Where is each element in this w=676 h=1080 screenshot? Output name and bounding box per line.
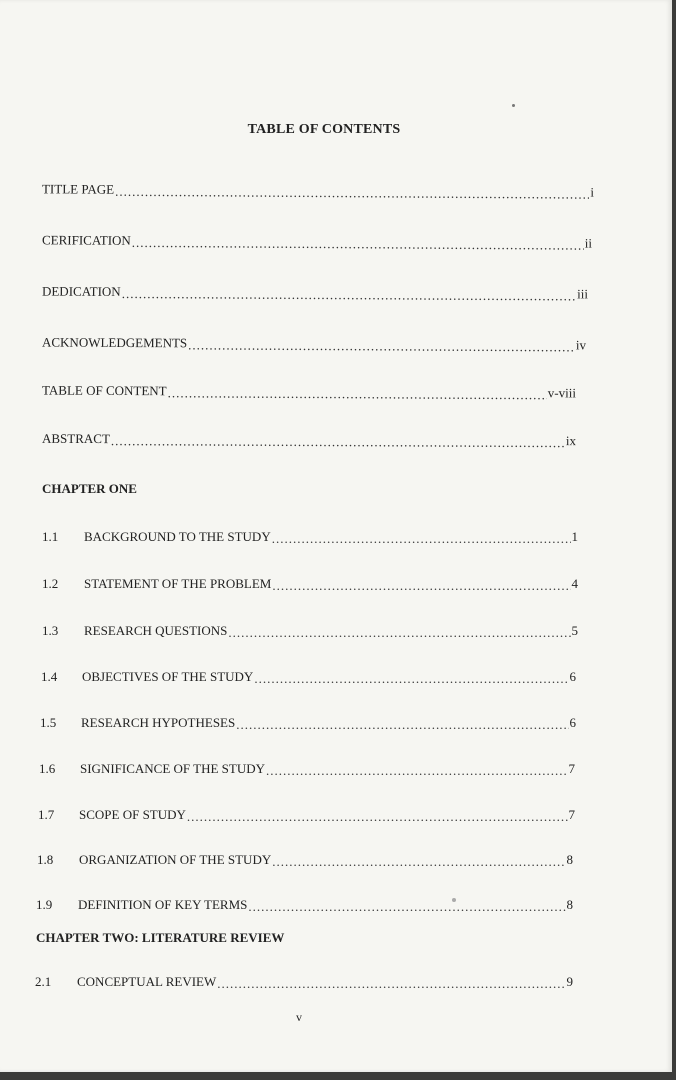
dot-leader [254, 672, 568, 685]
dot-leader [228, 626, 570, 639]
section-number: 1.3 [42, 623, 59, 638]
chapter-two-heading: CHAPTER TWO: LITERATURE REVIEW [36, 930, 285, 945]
toc-entry-page: 6 [569, 669, 576, 684]
toc-entry-dedication [42, 284, 588, 303]
toc-entry-page: iii [577, 286, 589, 302]
dot-leader [236, 718, 568, 731]
toc-entry-page: 8 [566, 852, 573, 867]
toc-entry-page: 8 [566, 897, 573, 912]
toc-entry-acknowledgements [42, 335, 586, 354]
scan-speck [452, 898, 456, 902]
section-number: 1.6 [39, 761, 56, 776]
chapter-one-heading: CHAPTER ONE [42, 481, 137, 496]
toc-entry-title-page [42, 181, 594, 200]
toc-entry-1-3 [42, 623, 578, 639]
dot-leader [272, 532, 571, 545]
toc-entry-2-1 [35, 974, 573, 990]
toc-entry-label: TABLE OF CONTENT [41, 382, 167, 399]
toc-entry-label: CERIFICATION [41, 232, 131, 248]
dot-leader [168, 386, 547, 401]
toc-entry-1-5 [40, 715, 576, 731]
dot-leader [115, 185, 589, 201]
dot-leader [266, 764, 567, 777]
toc-entry-page: 6 [569, 715, 576, 730]
page-number: v [296, 1010, 302, 1024]
scan-speck [512, 104, 515, 107]
toc-entry-label: ORGANIZATION OF THE STUDY [79, 852, 272, 867]
toc-entry-1-6 [39, 761, 575, 777]
toc-entry-label: OBJECTIVES OF THE STUDY [82, 669, 254, 684]
toc-entry-table-of-content [42, 383, 576, 402]
toc-entry-page: 7 [568, 761, 575, 776]
toc-entry-label: RESEARCH QUESTIONS [84, 623, 228, 638]
toc-entry-page: iv [575, 337, 587, 353]
toc-entry-label: ABSTRACT [41, 430, 110, 447]
toc-entry-page: ix [565, 433, 577, 449]
toc-entry-label: SIGNIFICANCE OF THE STUDY [80, 761, 266, 776]
dot-leader [132, 236, 584, 252]
toc-entry-page: 7 [568, 807, 575, 822]
toc-entry-1-7 [38, 807, 575, 823]
toc-entry-1-1 [42, 529, 578, 545]
toc-entry-abstract [42, 431, 576, 449]
toc-entry-label: DEDICATION [41, 283, 121, 299]
toc-entry-label: STATEMENT OF THE PROBLEM [84, 576, 272, 591]
dot-leader [122, 287, 576, 302]
toc-entry-label: TITLE PAGE [41, 181, 115, 197]
toc-entry-label: BACKGROUND TO THE STUDY [84, 529, 271, 544]
dot-leader [272, 579, 570, 592]
toc-entry-label: SCOPE OF STUDY [79, 807, 186, 822]
section-number: 1.5 [40, 715, 57, 730]
toc-entry-label: DEFINITION OF KEY TERMS [78, 897, 248, 912]
section-number: 1.9 [36, 897, 53, 912]
section-number: 1.8 [37, 852, 54, 867]
toc-entry-1-4 [41, 669, 576, 685]
toc-entry-page: 5 [571, 623, 578, 638]
toc-entry-page: v-viii [547, 385, 577, 401]
toc-entry-certification [42, 232, 592, 251]
dot-leader [188, 338, 575, 353]
toc-entry-label: CONCEPTUAL REVIEW [77, 974, 217, 989]
toc-entry-1-9 [36, 897, 573, 913]
toc-entry-page: 4 [571, 576, 578, 591]
section-number: 1.1 [42, 529, 59, 544]
toc-entry-page: 9 [566, 974, 573, 989]
toc-entry-1-8 [37, 852, 573, 868]
toc-entry-label: RESEARCH HYPOTHESES [81, 715, 236, 730]
section-number: 1.4 [41, 669, 58, 684]
section-number: 1.7 [38, 807, 55, 822]
section-number: 1.2 [42, 576, 59, 591]
toc-entry-1-2 [42, 576, 578, 592]
dot-leader [187, 810, 568, 823]
dot-leader [272, 855, 565, 868]
toc-entry-page: i [590, 184, 595, 200]
dot-leader [248, 900, 565, 913]
dot-leader [217, 977, 565, 990]
toc-entry-label: ACKNOWLEDGEMENTS [41, 334, 188, 351]
toc-entry-page: 1 [571, 529, 578, 544]
toc-entry-page: ii [584, 235, 593, 251]
section-number: 2.1 [35, 974, 52, 989]
dot-leader [111, 434, 565, 449]
page-title: TABLE OF CONTENTS [247, 122, 401, 137]
